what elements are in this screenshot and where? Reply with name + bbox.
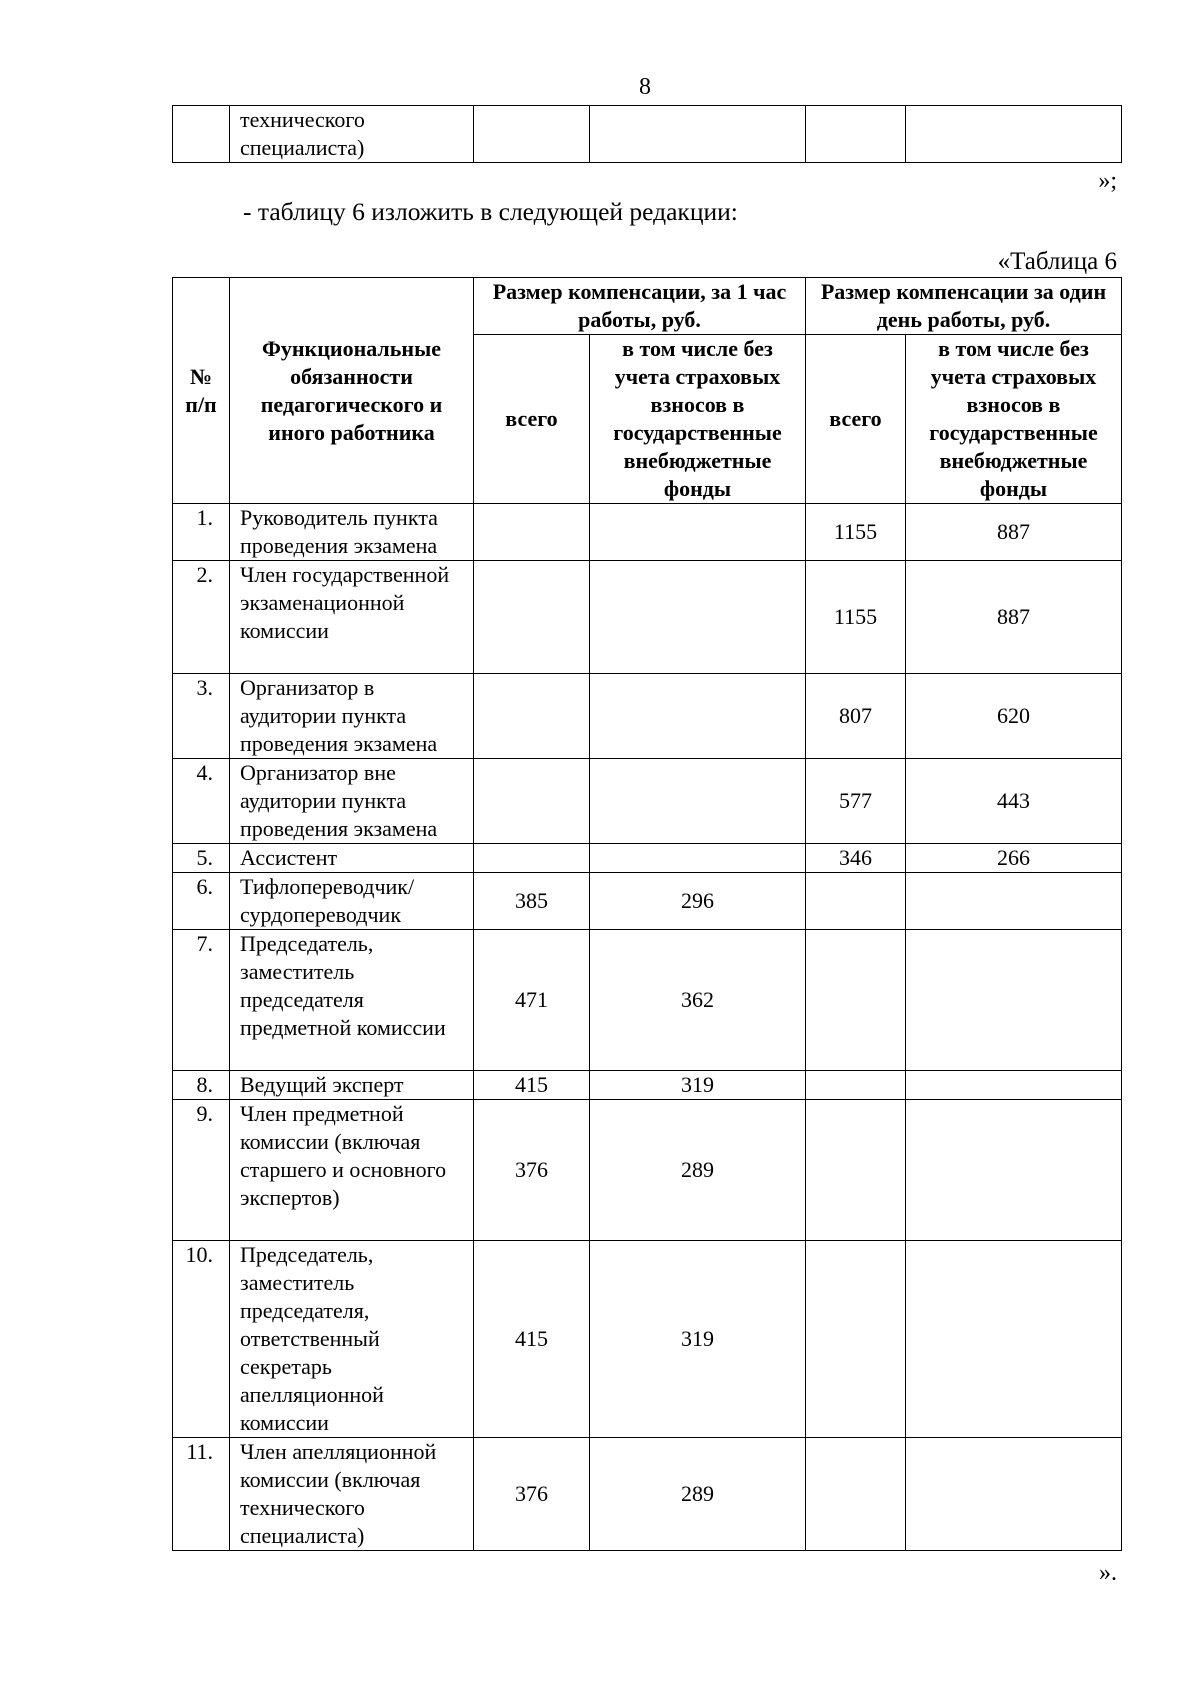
header-hourly-net: в том числе без учета страховых взносов в государственные внебюджетные фонды <box>590 335 806 504</box>
table-row <box>173 1100 1122 1241</box>
row-number: 1. <box>173 504 230 561</box>
table-row <box>173 674 1122 759</box>
row-daily-total: 577 <box>806 759 906 844</box>
row-duty: Ведущий эксперт <box>230 1071 474 1100</box>
row-duty: Член предметной комиссии (включая старшего и основного экспертов) <box>230 1100 474 1241</box>
table-row <box>173 561 1122 674</box>
row-hourly-net: 289 <box>590 1438 806 1551</box>
row-number: 9. <box>173 1100 230 1241</box>
row-daily-net: 266 <box>906 844 1122 873</box>
row-daily-net: 443 <box>906 759 1122 844</box>
closing-quote-bottom: ». <box>1099 1560 1117 1586</box>
row-number: 4. <box>173 759 230 844</box>
row-duty: Ассистент <box>230 844 474 873</box>
table-row <box>173 873 1122 930</box>
row-daily-total <box>806 1241 906 1438</box>
instruction-text: - таблицу 6 изложить в следующей редакции: <box>243 197 738 226</box>
row-daily-net <box>906 106 1122 163</box>
row-number: 6. <box>173 873 230 930</box>
row-hourly-net <box>590 106 806 163</box>
row-duty: Организатор в аудитории пункта проведения экзамена <box>230 674 474 759</box>
row-hourly-net: 319 <box>590 1071 806 1100</box>
row-hourly-total <box>474 561 590 674</box>
row-number: 5. <box>173 844 230 873</box>
header-daily-net: в том числе без учета страховых взносов в государственные внебюджетные фонды <box>906 335 1122 504</box>
page-number: 8 <box>639 74 651 100</box>
row-hourly-net <box>590 674 806 759</box>
row-number: 3. <box>173 674 230 759</box>
row-duty: Руководитель пункта проведения экзамена <box>230 504 474 561</box>
row-daily-total <box>806 1100 906 1241</box>
row-daily-net <box>906 930 1122 1071</box>
table-row <box>173 1438 1122 1551</box>
row-hourly-total <box>474 106 590 163</box>
row-hourly-net <box>590 561 806 674</box>
row-hourly-net: 289 <box>590 1100 806 1241</box>
table-6-body <box>173 504 1122 1551</box>
table-row <box>173 930 1122 1071</box>
row-duty: Член апелляционной комиссии (включая технического специалиста) <box>230 1438 474 1551</box>
row-hourly-total: 376 <box>474 1438 590 1551</box>
row-hourly-net: 319 <box>590 1241 806 1438</box>
row-hourly-total: 376 <box>474 1100 590 1241</box>
row-hourly-total: 415 <box>474 1241 590 1438</box>
table-row <box>173 759 1122 844</box>
row-daily-net <box>906 1438 1122 1551</box>
row-number <box>173 106 230 163</box>
row-hourly-net <box>590 844 806 873</box>
closing-quote-top: »; <box>1098 168 1117 194</box>
header-hourly-group: Размер компенсации, за 1 час работы, руб. <box>474 278 806 335</box>
header-num: № п/п <box>173 278 230 504</box>
row-hourly-total <box>474 674 590 759</box>
header-duty: Функциональные обязанности педагогического и иного работника <box>230 278 474 504</box>
row-number: 11. <box>173 1438 230 1551</box>
row-hourly-net <box>590 504 806 561</box>
row-number: 7. <box>173 930 230 1071</box>
row-daily-total <box>806 106 906 163</box>
row-duty: технического специалиста) <box>230 106 474 163</box>
table-row <box>173 106 1122 163</box>
row-hourly-total: 415 <box>474 1071 590 1100</box>
row-duty: Член государственной экзаменационной комиссии <box>230 561 474 674</box>
row-number: 10. <box>173 1241 230 1438</box>
row-daily-total <box>806 873 906 930</box>
row-hourly-net <box>590 759 806 844</box>
row-hourly-total: 385 <box>474 873 590 930</box>
row-duty: Председатель, заместитель председателя предметной комиссии <box>230 930 474 1071</box>
table-row <box>173 1071 1122 1100</box>
row-daily-net <box>906 1100 1122 1241</box>
table-row <box>173 504 1122 561</box>
row-hourly-total: 471 <box>474 930 590 1071</box>
row-daily-total: 807 <box>806 674 906 759</box>
row-hourly-net: 362 <box>590 930 806 1071</box>
row-daily-net: 887 <box>906 504 1122 561</box>
table-row <box>173 1241 1122 1438</box>
header-hourly-total: всего <box>474 335 590 504</box>
row-daily-total: 1155 <box>806 561 906 674</box>
row-hourly-total <box>474 504 590 561</box>
row-daily-total <box>806 930 906 1071</box>
row-hourly-total <box>474 844 590 873</box>
row-daily-total: 346 <box>806 844 906 873</box>
table-6 <box>172 277 1122 1551</box>
row-number: 8. <box>173 1071 230 1100</box>
row-daily-net <box>906 1241 1122 1438</box>
row-daily-net <box>906 873 1122 930</box>
table-row <box>173 844 1122 873</box>
row-daily-total <box>806 1438 906 1551</box>
row-daily-net: 887 <box>906 561 1122 674</box>
header-daily-total: всего <box>806 335 906 504</box>
row-daily-total: 1155 <box>806 504 906 561</box>
row-daily-net <box>906 1071 1122 1100</box>
row-duty: Председатель, заместитель председателя, ответственный секретарь апелляционной комиссии <box>230 1241 474 1438</box>
row-hourly-total <box>474 759 590 844</box>
table-caption: «Таблица 6 <box>997 248 1117 275</box>
row-hourly-net: 296 <box>590 873 806 930</box>
previous-table-fragment <box>172 105 1122 163</box>
row-daily-total <box>806 1071 906 1100</box>
row-duty: Тифлопереводчик/ сурдопереводчик <box>230 873 474 930</box>
row-duty: Организатор вне аудитории пункта проведения экзамена <box>230 759 474 844</box>
row-number: 2. <box>173 561 230 674</box>
header-daily-group: Размер компенсации за один день работы, руб. <box>806 278 1122 335</box>
row-daily-net: 620 <box>906 674 1122 759</box>
